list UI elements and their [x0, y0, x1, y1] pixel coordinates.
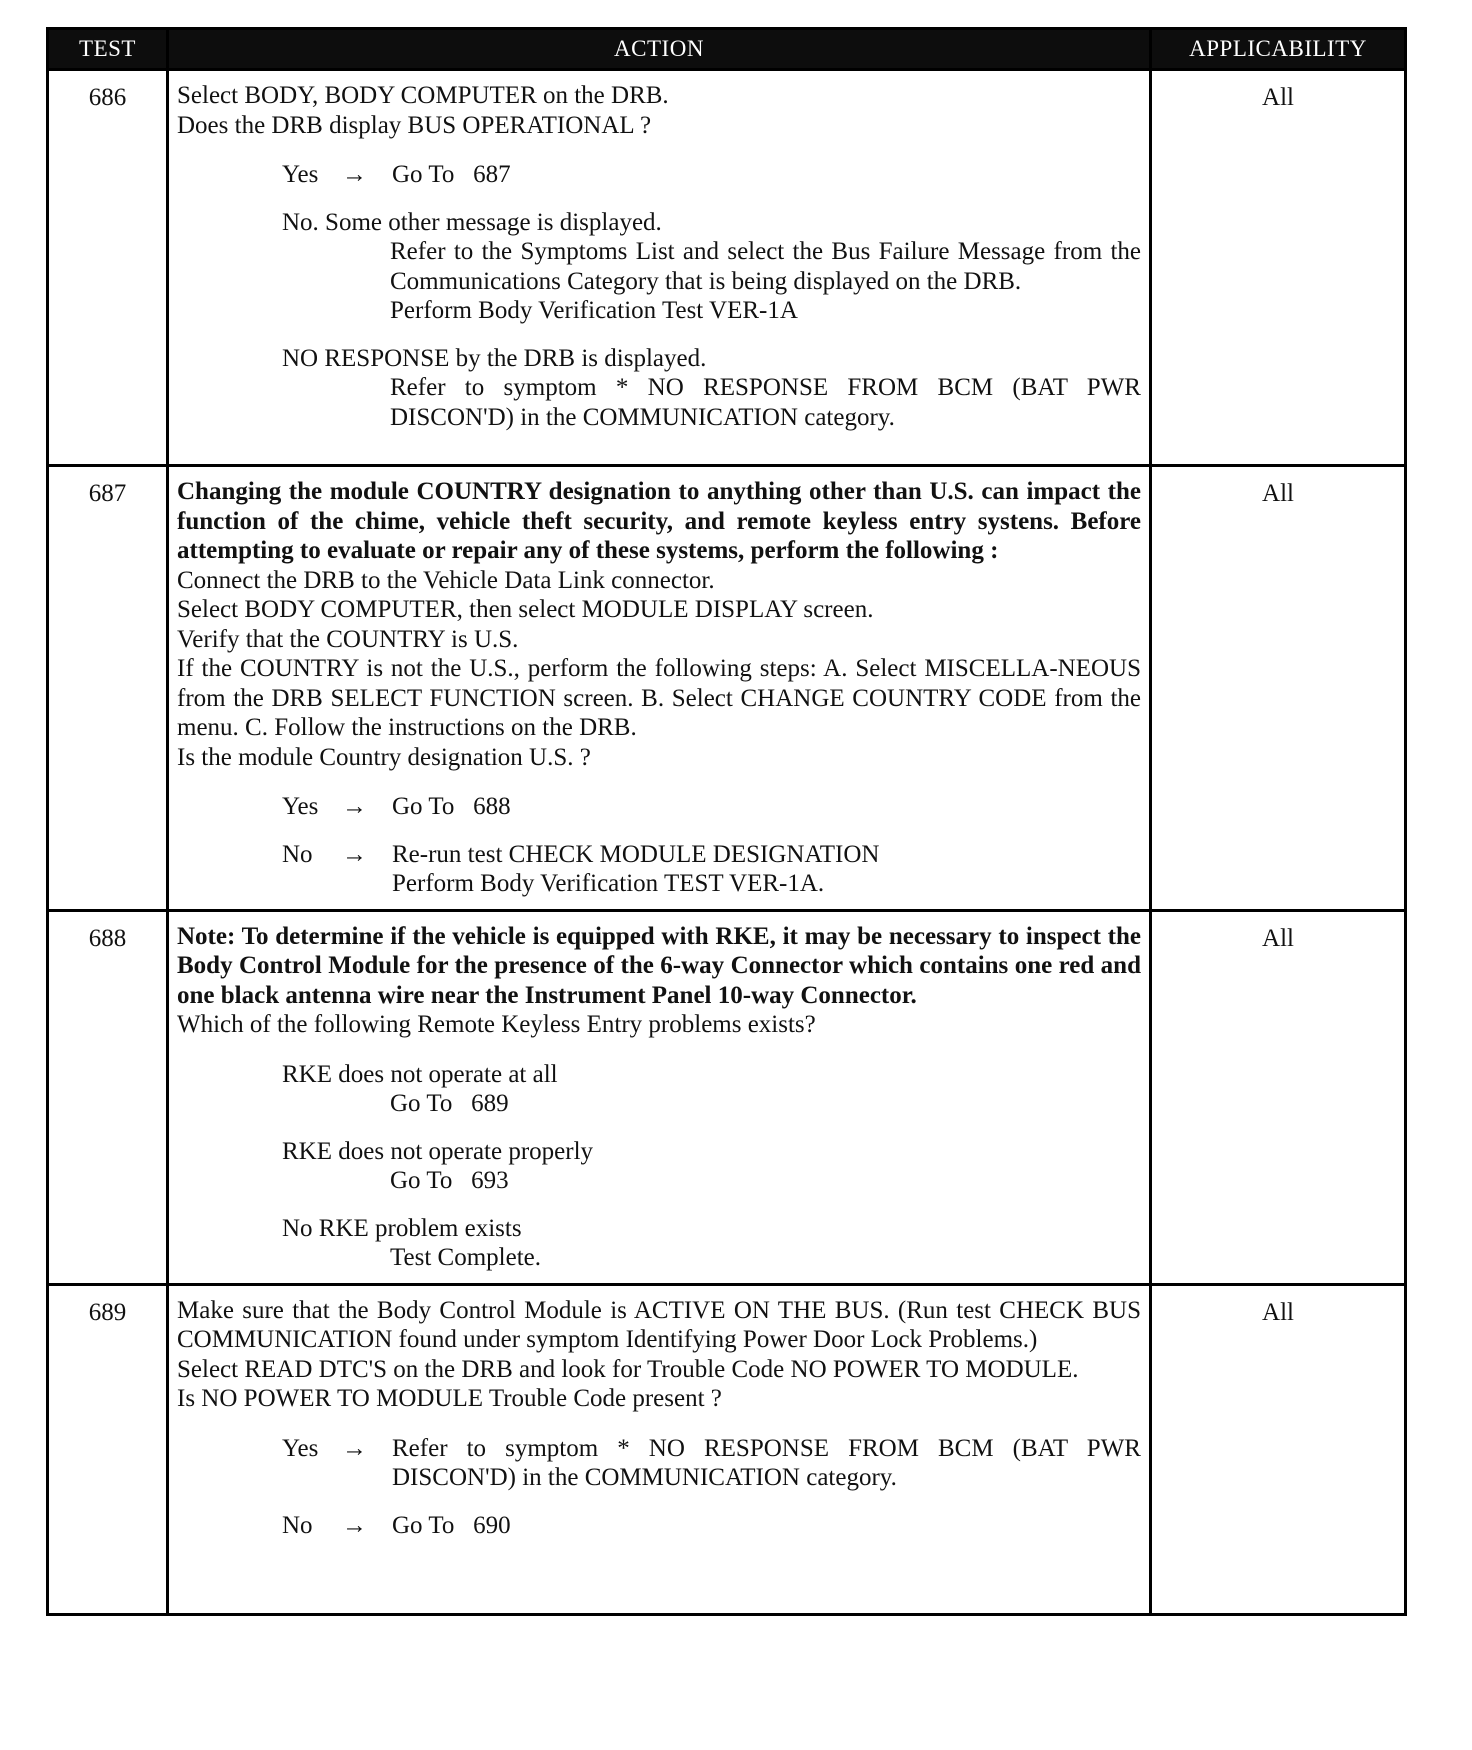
applicability-value: All	[1151, 1284, 1406, 1614]
response-detail: Refer to symptom * NO RESPONSE FROM BCM (BAT PWR DISCON'D) in the COMMUNICATION category.	[390, 374, 1141, 431]
table-row	[48, 910, 1406, 1284]
option-label: RKE does not operate at all	[282, 1060, 558, 1088]
test-number: 686	[48, 70, 168, 466]
diagnostic-table-page	[46, 27, 1404, 1616]
option-item	[282, 1137, 1141, 1196]
action-text: Select READ DTC'S on the DRB and look for Trouble Code NO POWER TO MODULE.	[177, 1355, 1079, 1383]
action-question: Does the DRB display BUS OPERATIONAL ?	[177, 111, 652, 139]
option-label: RKE does not operate properly	[282, 1137, 594, 1165]
option-item	[282, 1214, 1141, 1273]
option-target: Go To 693	[390, 1167, 509, 1194]
no-target: Re-run test CHECK MODULE DESIGNATION	[392, 840, 880, 868]
action-text: If the COUNTRY is not the U.S., perform the following steps: A. Select MISCELLA-NEOUS from the DRB SELECT FUNCTION screen. B. Select CHANGE COUNTRY CODE from the menu. C. Follow the instructions on the DRB.	[177, 655, 1141, 741]
option-label: No RKE problem exists	[282, 1214, 522, 1242]
goto-target: Go To 687	[392, 161, 511, 188]
action-text: Select BODY, BODY COMPUTER on the DRB.	[177, 82, 669, 109]
action-question: Which of the following Remote Keyless Entry problems exists?	[177, 1011, 816, 1038]
note-text: Note: To determine if the vehicle is equipped with RKE, it may be necessary to inspect the Body Control Module for the presence of the 6-way Connector which contains one red and one black antenna wire near the Instrument Panel 10-way Connector.	[177, 922, 1141, 1009]
table-row	[48, 70, 1406, 466]
applicability-value: All	[1151, 466, 1406, 911]
column-header-action: ACTION	[168, 29, 1151, 70]
no-label: No	[282, 1511, 313, 1539]
column-header-applicability: APPLICABILITY	[1151, 29, 1406, 70]
action-cell	[168, 1284, 1151, 1614]
action-text: Connect the DRB to the Vehicle Data Link connector.	[177, 566, 715, 594]
yes-target: Refer to symptom * NO RESPONSE FROM BCM (BAT PWR DISCON'D) in the COMMUNICATION category.	[392, 1434, 1141, 1491]
test-number: 687	[48, 466, 168, 911]
no-response-label: NO RESPONSE by the DRB is displayed.	[282, 344, 707, 372]
option-target: Go To 689	[390, 1090, 509, 1117]
yes-label: Yes	[282, 161, 319, 188]
action-cell	[168, 910, 1151, 1284]
table-row	[48, 466, 1406, 911]
response-block	[177, 160, 1141, 432]
action-question: Is NO POWER TO MODULE Trouble Code present ?	[177, 1385, 722, 1412]
table-header-row	[48, 29, 1406, 70]
arrow-icon: →	[342, 840, 367, 868]
yes-label: Yes	[282, 793, 319, 820]
action-text: Verify that the COUNTRY is U.S.	[177, 625, 519, 653]
option-target: Test Complete.	[390, 1244, 542, 1271]
response-detail: Refer to the Symptoms List and select the Bus Failure Message from the Communications Category that is being displayed on the DRB.	[390, 238, 1141, 295]
arrow-icon: →	[342, 161, 367, 188]
no-label: No	[282, 840, 313, 868]
diagnostic-test-table	[46, 27, 1407, 1616]
response-block	[177, 1060, 1141, 1273]
no-response-label: No. Some other message is displayed.	[282, 208, 662, 236]
response-block	[177, 792, 1141, 899]
arrow-icon: →	[342, 1511, 367, 1539]
yes-label: Yes	[282, 1434, 319, 1462]
test-number: 688	[48, 910, 168, 1284]
action-cell	[168, 70, 1151, 466]
response-block	[177, 1434, 1141, 1541]
option-item	[282, 1060, 1141, 1119]
applicability-value: All	[1151, 910, 1406, 1284]
no-target: Perform Body Verification TEST VER-1A.	[392, 870, 825, 897]
applicability-value: All	[1151, 70, 1406, 466]
warning-text: Changing the module COUNTRY designation to anything other than U.S. can impact the function of the chime, vehicle theft security, and remote keyless entry systens. Before attempting to evaluate or repair any of these systems, perform the following :	[177, 478, 1141, 564]
action-text: Select BODY COMPUTER, then select MODULE DISPLAY screen.	[177, 596, 874, 623]
response-detail: Perform Body Verification Test VER-1A	[390, 297, 798, 324]
goto-target: Go To 690	[392, 1511, 511, 1539]
test-number: 689	[48, 1284, 168, 1614]
goto-target: Go To 688	[392, 793, 511, 820]
action-question: Is the module Country designation U.S. ?	[177, 743, 591, 771]
arrow-icon: →	[342, 1434, 367, 1462]
column-header-test: TEST	[48, 29, 168, 70]
arrow-icon: →	[342, 793, 367, 820]
action-cell	[168, 466, 1151, 911]
action-text: Make sure that the Body Control Module is ACTIVE ON THE BUS. (Run test CHECK BUS COMMUNICATION found under symptom Identifying Power Door Lock Problems.)	[177, 1296, 1141, 1353]
table-row	[48, 1284, 1406, 1614]
